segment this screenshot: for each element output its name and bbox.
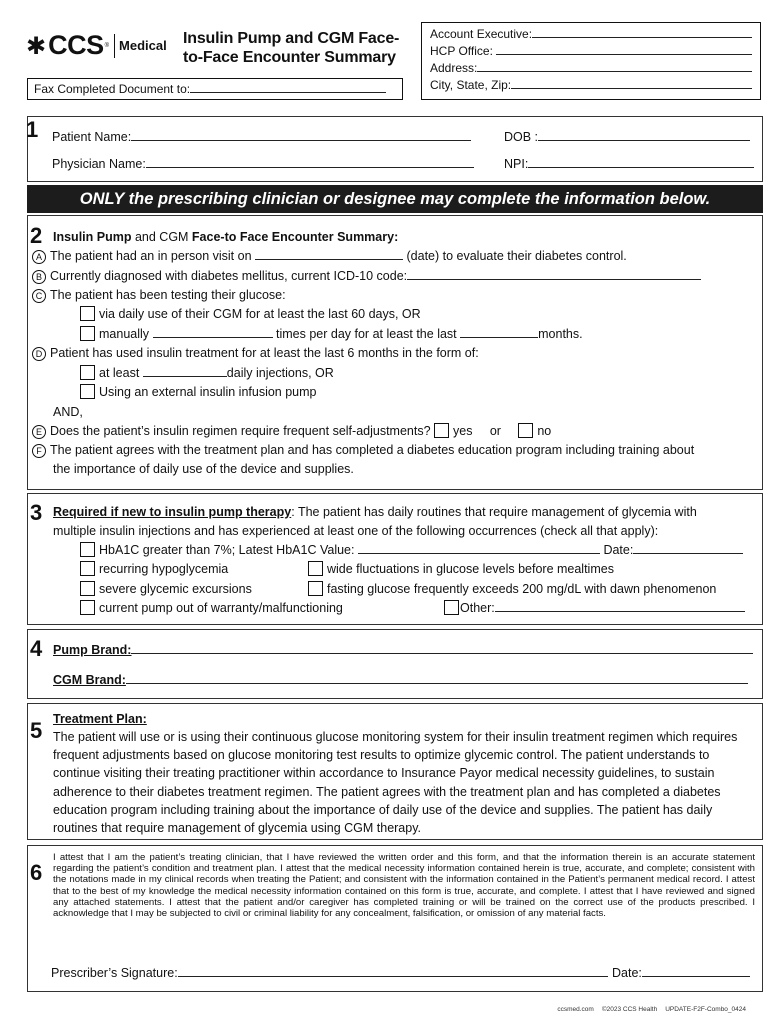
manual-label: manually <box>99 327 150 341</box>
fasting-glucose-label: fasting glucose frequently exceeds 200 mg/dL with dawn phenomenon <box>327 582 717 596</box>
infusion-pump-checkbox[interactable] <box>80 384 95 399</box>
times-per-day-label: times per day for at least the last <box>276 327 457 341</box>
severe-excursions-option <box>80 581 252 597</box>
heading-and-cgm: and CGM <box>131 230 192 244</box>
clinician-only-banner: ONLY the prescribing clinician or designee may complete the information below. <box>27 185 763 213</box>
section-1-patient-info <box>27 116 763 182</box>
hcp-office-field[interactable] <box>430 43 752 60</box>
section-5-number: 5 <box>30 718 43 743</box>
item-a-text-2: (date) to evaluate their diabetes control. <box>406 249 627 263</box>
account-executive-label: Account Executive: <box>430 27 533 41</box>
pump-warranty-checkbox[interactable] <box>80 600 95 615</box>
cgm-brand-label: CGM Brand: <box>53 673 126 687</box>
patient-name-line[interactable] <box>131 130 471 141</box>
item-d-text: Patient has used insulin treatment for at least the last 6 months in the form of: <box>50 346 479 360</box>
icd10-line[interactable] <box>407 269 701 280</box>
attestation-text: I attest that I am the patient’s treating clinician, that I have reviewed the written order and this form, and that the information therein is an accurate statement regarding the patient’s condition and treatment plan. I attest that the medical necessity information contained herein is true, accurate, and complete; consistent with the notations made in my clinical records when treating the Patient; and consistent with the information contained in the Patient’s permanent medical record. I attest that to the best of my knowledge the medical necessity information contained on this form is true, accurate, and complete. I attest that I have reviewed and signed any attached statements. I attest that the patient and/or caregiver has completed training or will be trained on the correct use of the products prescribed. I acknowledge that I may be subjected to civil or criminal liability for any concealment, falsification, or omission of any material facts. <box>53 852 755 920</box>
signature-label: Prescriber’s Signature: <box>51 966 178 980</box>
manual-testing-checkbox[interactable] <box>80 326 95 341</box>
physician-name-field[interactable] <box>52 156 474 172</box>
physician-name-line[interactable] <box>146 157 474 168</box>
dob-label: DOB : <box>504 130 539 144</box>
hba1c-date-line[interactable] <box>633 543 743 554</box>
item-f <box>32 442 694 458</box>
hypoglycemia-label: recurring hypoglycemia <box>99 562 229 576</box>
times-per-day-line[interactable] <box>153 327 273 338</box>
fasting-glucose-checkbox[interactable] <box>308 581 323 596</box>
fax-to-field[interactable] <box>27 78 403 100</box>
dob-line[interactable] <box>538 130 750 141</box>
other-line[interactable] <box>495 601 745 612</box>
item-f-text: The patient agrees with the treatment plan and has completed a diabetes education program including training about <box>50 443 695 457</box>
fasting-glucose-option <box>308 581 716 597</box>
item-a <box>32 248 627 264</box>
city-state-zip-label: City, State, Zip: <box>430 78 512 92</box>
account-executive-field[interactable] <box>430 26 752 43</box>
logo-trademark: ® <box>104 42 110 49</box>
item-e-text: Does the patient’s insulin regimen require frequent self-adjustments? <box>50 424 431 438</box>
hcp-office-label: HCP Office: <box>430 44 493 58</box>
pump-brand-label: Pump Brand: <box>53 643 132 657</box>
account-executive-line[interactable] <box>532 26 752 38</box>
section-5-treatment-plan <box>27 703 763 840</box>
months-line[interactable] <box>460 327 538 338</box>
account-info-box <box>421 22 761 100</box>
section-2-heading <box>53 229 398 245</box>
ccs-medical-logo <box>26 32 167 59</box>
patient-name-label: Patient Name: <box>52 130 132 144</box>
item-c-marker: C <box>32 289 46 303</box>
section-3-line2: multiple insulin injections and has experienced at least one of the following occurrences (check all that apply): <box>53 524 659 538</box>
pump-warranty-option <box>80 600 343 616</box>
npi-label: NPI: <box>504 157 529 171</box>
section-3-heading <box>53 504 697 520</box>
city-state-zip-line[interactable] <box>511 77 752 89</box>
signature-field[interactable] <box>51 965 608 981</box>
section-3-heading-required: Required if new to insulin pump therapy <box>53 505 292 519</box>
section-2-number: 2 <box>30 223 43 248</box>
hba1c-date-label: Date: <box>603 543 634 557</box>
severe-excursions-checkbox[interactable] <box>80 581 95 596</box>
pump-brand-line[interactable] <box>131 643 753 654</box>
item-b-marker: B <box>32 270 46 284</box>
section-6-attestation <box>27 845 763 992</box>
section-2-encounter-summary <box>27 215 763 490</box>
heading-f2f-summary: Face-to Face Encounter Summary: <box>191 230 399 244</box>
item-c-text: The patient has been testing their glucose: <box>50 288 286 302</box>
form-title-line2: to-Face Encounter Summary <box>183 49 396 66</box>
daily-injections-label: daily injections, OR <box>226 366 334 380</box>
item-b <box>32 268 701 284</box>
signature-line[interactable] <box>178 966 608 977</box>
footer-site: ccsmed.com <box>557 1006 594 1013</box>
signature-date-line[interactable] <box>642 966 750 977</box>
visit-date-line[interactable] <box>255 249 403 260</box>
footer <box>549 1006 746 1013</box>
logo-mark-icon: ✱ <box>26 31 47 60</box>
cgm-daily-checkbox[interactable] <box>80 306 95 321</box>
hba1c-label: HbA1C greater than 7%; Latest HbA1C Value: <box>99 543 355 557</box>
fax-label: Fax Completed Document to: <box>34 82 191 96</box>
patient-name-field[interactable] <box>52 129 471 145</box>
infusion-pump-option <box>80 384 317 400</box>
cgm-brand-line[interactable] <box>126 673 748 684</box>
hba1c-option <box>80 542 743 558</box>
fax-line[interactable] <box>190 82 386 93</box>
signature-date-field[interactable] <box>612 965 750 981</box>
npi-field[interactable] <box>504 156 754 172</box>
item-a-marker: A <box>32 250 46 264</box>
manual-testing-option <box>80 326 583 342</box>
pump-warranty-label: current pump out of warranty/malfunctioning <box>99 601 343 615</box>
logo-medical-text: Medical <box>119 38 167 53</box>
treatment-plan-heading <box>53 711 147 727</box>
section-1-number: 1 <box>26 117 39 142</box>
item-b-text: Currently diagnosed with diabetes mellitus, current ICD-10 code: <box>50 269 408 283</box>
injections-checkbox[interactable] <box>80 365 95 380</box>
months-label: months. <box>538 327 583 341</box>
item-d-marker: D <box>32 347 46 361</box>
cgm-daily-label: via daily use of their CGM for at least the last 60 days, OR <box>99 307 421 321</box>
section-3-heading-rest: : The patient has daily routines that require management of glycemia with <box>291 505 697 519</box>
hypoglycemia-option <box>80 561 228 577</box>
item-a-text: The patient had an in person visit on <box>50 249 252 263</box>
item-e <box>32 423 551 439</box>
logo-ccs-text: CCS <box>48 30 104 60</box>
section-3-number: 3 <box>30 500 43 525</box>
npi-line[interactable] <box>528 157 754 168</box>
item-e-marker: E <box>32 425 46 439</box>
wide-fluctuations-label: wide fluctuations in glucose levels before mealtimes <box>327 562 614 576</box>
yes-label: yes <box>453 424 473 438</box>
hba1c-checkbox[interactable] <box>80 542 95 557</box>
footer-form-code: UPDATE-F2F-Combo_0424 <box>665 1006 746 1013</box>
yes-checkbox[interactable] <box>434 423 449 438</box>
no-label: no <box>537 424 552 438</box>
at-least-label: at least <box>99 366 140 380</box>
item-c <box>32 287 286 303</box>
heading-insulin-pump: Insulin Pump <box>53 230 132 244</box>
or-label: or <box>489 424 501 438</box>
cgm-daily-option <box>80 306 421 322</box>
hypoglycemia-checkbox[interactable] <box>80 561 95 576</box>
section-3-pump-requirements <box>27 493 763 625</box>
address-field[interactable] <box>430 60 752 77</box>
physician-name-label: Physician Name: <box>52 157 146 171</box>
wide-fluctuations-option <box>308 561 614 577</box>
other-checkbox[interactable] <box>444 600 459 615</box>
wide-fluctuations-checkbox[interactable] <box>308 561 323 576</box>
injections-option <box>80 365 334 381</box>
address-label: Address: <box>430 61 478 75</box>
severe-excursions-label: severe glycemic excursions <box>99 582 252 596</box>
and-label: AND, <box>53 405 83 419</box>
injections-count-line[interactable] <box>143 366 227 377</box>
section-6-number: 6 <box>30 860 43 885</box>
address-line[interactable] <box>477 60 752 72</box>
dob-field[interactable] <box>504 129 750 145</box>
other-option <box>444 600 745 616</box>
item-d <box>32 345 479 361</box>
no-checkbox[interactable] <box>518 423 533 438</box>
city-state-zip-field[interactable] <box>430 77 752 94</box>
section-4-number: 4 <box>30 636 43 661</box>
logo-divider <box>114 34 115 58</box>
form-title <box>183 29 399 67</box>
pump-brand-field[interactable] <box>53 642 753 658</box>
section-4-brands <box>27 629 763 699</box>
other-label: Other: <box>460 601 495 615</box>
treatment-plan-body: The patient will use or is using their continuous glucose monitoring system for their insulin treatment regimen which requires frequent adjustments based on glucose monitoring test results to optimize glycemic control. The patient understands to continue visiting their treating practitioner within accordance to Insurance Payor medical necessity guidelines, to sustain adherence to their diabetes treatment regimen. The patient agrees with the treatment plan and has completed a diabetes education program including training about the importance of daily use of the device and supplies. The patient has daily routines that require management of glycemia using CGM therapy. <box>53 730 738 836</box>
form-title-line1: Insulin Pump and CGM Face- <box>183 30 400 47</box>
item-f-marker: F <box>32 444 46 458</box>
infusion-pump-label: Using an external insulin infusion pump <box>99 385 317 399</box>
hba1c-value-line[interactable] <box>358 543 600 554</box>
signature-date-label: Date: <box>612 966 642 980</box>
treatment-plan-heading-text: Treatment Plan: <box>53 712 147 726</box>
hcp-office-line[interactable] <box>496 43 752 55</box>
item-f-text-2: the importance of daily use of the device and supplies. <box>53 462 354 476</box>
footer-copyright: ©2023 CCS Health <box>601 1006 658 1013</box>
cgm-brand-field[interactable] <box>53 672 748 688</box>
